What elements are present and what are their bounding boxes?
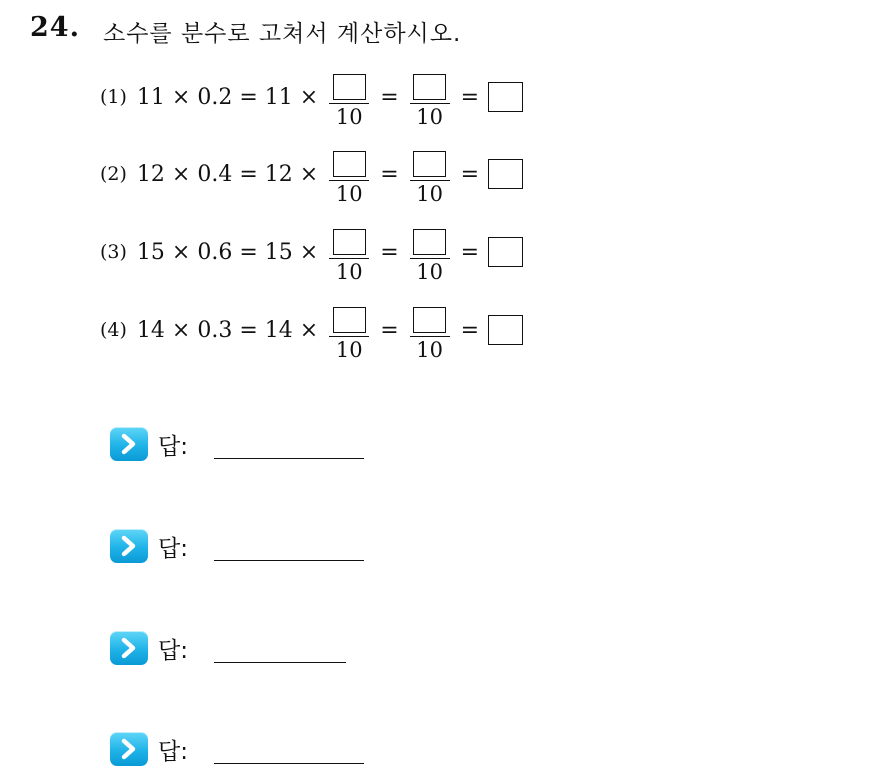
problem-expression: 15 × 0.6: [136, 239, 233, 265]
problem-expression: 14 × 0.3: [136, 317, 233, 343]
answer-label: 답:: [158, 739, 188, 765]
fraction-blank-1: [327, 151, 371, 206]
equals-sign: =: [460, 84, 480, 110]
times-sign: ×: [299, 161, 319, 187]
answer-blank[interactable]: [214, 560, 364, 561]
answer-blank[interactable]: [214, 662, 346, 663]
denominator: 10: [335, 259, 363, 284]
answer-label: 답:: [158, 638, 188, 664]
fraction-blank-2: [408, 74, 452, 129]
fraction-bar: [329, 180, 369, 181]
times-sign: ×: [299, 84, 319, 110]
fraction-bar: [329, 103, 369, 104]
answer-1: [110, 424, 410, 464]
result-box[interactable]: [488, 237, 523, 267]
denominator: 10: [416, 259, 443, 284]
fraction-blank-2: [408, 151, 452, 206]
answer-blank[interactable]: [214, 458, 364, 459]
chevron-right-icon: [110, 529, 148, 563]
denominator: 10: [335, 181, 363, 206]
answer-label: 답:: [158, 434, 188, 460]
answer-label: 답:: [158, 536, 188, 562]
problem-label: (3): [100, 241, 127, 263]
times-sign: ×: [299, 239, 319, 265]
equals-sign: =: [460, 161, 480, 187]
problem-1: [100, 62, 620, 132]
numerator-box[interactable]: [413, 74, 446, 100]
fraction-blank-1: [327, 229, 371, 284]
chevron-right-icon: [110, 732, 148, 766]
whole-number: 14: [264, 317, 293, 343]
numerator-box[interactable]: [333, 229, 366, 255]
equals-sign: =: [239, 317, 258, 343]
numerator-box[interactable]: [413, 307, 446, 333]
problem-label: (1): [100, 86, 127, 108]
answer-3: [110, 628, 410, 668]
problem-4: [100, 295, 620, 365]
fraction-blank-2: [408, 229, 452, 284]
result-box[interactable]: [488, 159, 523, 189]
numerator-box[interactable]: [333, 74, 366, 100]
equals-sign: =: [380, 317, 399, 343]
chevron-right-icon: [110, 427, 148, 461]
chevron-right-icon: [110, 631, 148, 665]
denominator: 10: [416, 337, 443, 362]
problem-label: (4): [100, 319, 127, 341]
equals-sign: =: [460, 239, 480, 265]
fraction-bar: [410, 258, 450, 259]
equals-sign: =: [380, 161, 399, 187]
fraction-bar: [410, 103, 450, 104]
answer-blank[interactable]: [214, 763, 364, 764]
fraction-blank-1: [327, 307, 371, 362]
fraction-blank-2: [408, 307, 452, 362]
problem-label: (2): [100, 163, 127, 185]
denominator: 10: [416, 181, 443, 206]
times-sign: ×: [299, 317, 319, 343]
question-number: 24.: [30, 12, 80, 43]
whole-number: 11: [264, 84, 293, 110]
problem-3: [100, 217, 620, 287]
whole-number: 15: [264, 239, 293, 265]
denominator: 10: [335, 337, 363, 362]
equals-sign: =: [380, 239, 399, 265]
problem-expression: 11 × 0.2: [136, 84, 233, 110]
numerator-box[interactable]: [333, 307, 366, 333]
denominator: 10: [335, 104, 363, 129]
answer-4: [110, 729, 410, 769]
question-instruction: 소수를 분수로 고쳐서 계산하시오.: [103, 21, 462, 47]
numerator-box[interactable]: [413, 229, 446, 255]
equals-sign: =: [239, 161, 258, 187]
result-box[interactable]: [488, 82, 523, 112]
fraction-bar: [329, 258, 369, 259]
numerator-box[interactable]: [413, 151, 446, 177]
problem-expression: 12 × 0.4: [136, 161, 233, 187]
equals-sign: =: [460, 317, 480, 343]
equals-sign: =: [380, 84, 399, 110]
answer-2: [110, 526, 410, 566]
numerator-box[interactable]: [333, 151, 366, 177]
equals-sign: =: [239, 84, 258, 110]
fraction-bar: [410, 336, 450, 337]
whole-number: 12: [264, 161, 293, 187]
fraction-bar: [410, 180, 450, 181]
result-box[interactable]: [488, 315, 523, 345]
fraction-bar: [329, 336, 369, 337]
fraction-blank-1: [327, 74, 371, 129]
problem-2: [100, 139, 620, 209]
equals-sign: =: [239, 239, 258, 265]
denominator: 10: [416, 104, 443, 129]
